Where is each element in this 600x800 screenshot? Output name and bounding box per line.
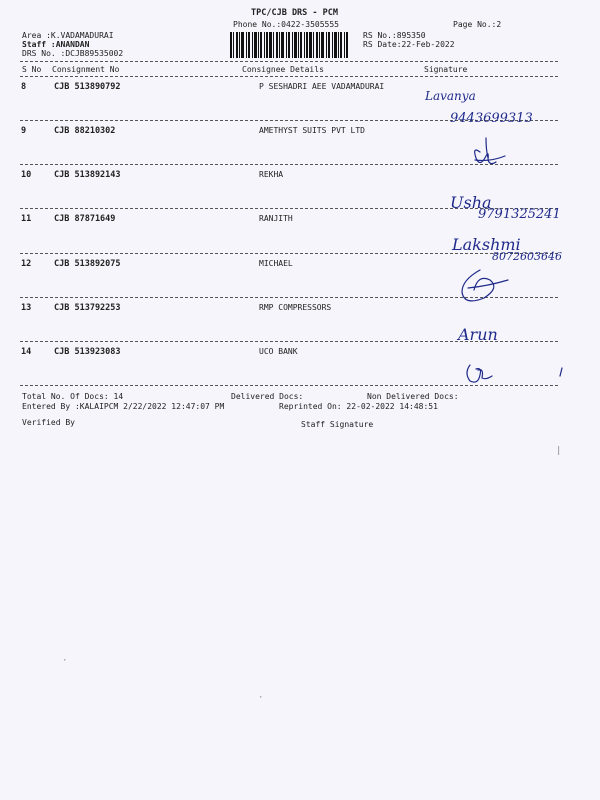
area-field: Area :K.VADAMADURAI xyxy=(22,31,114,40)
row-consignee: UCO BANK xyxy=(259,347,298,356)
rs-date: RS Date:22-Feb-2022 xyxy=(363,40,455,49)
delivered-docs: Delivered Docs: xyxy=(231,392,304,401)
row-sno: 13 xyxy=(21,303,32,313)
signature-text: 9443699313 xyxy=(450,111,533,126)
row-consignee: RMP COMPRESSORS xyxy=(259,303,332,312)
row-consignee: P SESHADRI AEE VADAMADURAI xyxy=(259,82,385,91)
row-consignee: REKHA xyxy=(259,170,284,179)
row-sno: 11 xyxy=(21,214,32,224)
signature-text: Usha xyxy=(450,193,492,212)
column-sno: S No xyxy=(22,65,42,74)
non-delivered-docs: Non Delivered Docs: xyxy=(367,392,459,401)
column-consignee: Consignee Details xyxy=(242,65,324,74)
drs-number: DRS No. :DCJB89535002 xyxy=(22,49,124,58)
row-consignment: CJB 513892143 xyxy=(54,170,121,180)
row-consignee: RANJITH xyxy=(259,214,293,223)
total-docs: Total No. Of Docs: 14 xyxy=(22,392,124,401)
rs-number: RS No.:895350 xyxy=(363,31,426,40)
row-consignment: CJB 513892075 xyxy=(54,259,121,269)
signature-text: Lavanya xyxy=(425,89,476,103)
phone-number: Phone No.:0422-3505555 xyxy=(233,20,339,29)
scan-mark: | xyxy=(556,446,562,456)
scan-mark: · xyxy=(258,693,264,703)
row-sno: 12 xyxy=(21,259,32,269)
verified-by: Verified By xyxy=(22,418,75,427)
row-sno: 10 xyxy=(21,170,32,180)
handwritten-signatures xyxy=(420,80,590,410)
row-consignment: CJB 87871649 xyxy=(54,214,116,224)
signature-text: 8072603646 xyxy=(492,250,562,263)
reprinted-on: Reprinted On: 22-02-2022 14:48:51 xyxy=(279,402,438,411)
staff-signature: Staff Signature xyxy=(301,420,374,429)
signature-text: Arun xyxy=(458,325,498,344)
row-consignment: CJB 513923083 xyxy=(54,347,121,357)
entered-by: Entered By :KALAIPCM 2/22/2022 12:47:07 PM xyxy=(22,402,225,411)
row-consignment: CJB 88210302 xyxy=(54,126,116,136)
barcode-icon xyxy=(230,32,348,58)
divider xyxy=(20,61,558,62)
signature-text: Lakshmi xyxy=(452,235,521,254)
column-consignment: Consignment No xyxy=(52,65,120,74)
row-sno: 8 xyxy=(21,82,27,92)
column-signature: Signature xyxy=(424,65,468,74)
row-consignment: CJB 513890792 xyxy=(54,82,121,92)
row-consignment: CJB 513792253 xyxy=(54,303,121,313)
row-sno: 14 xyxy=(21,347,32,357)
scan-mark: · xyxy=(62,656,68,666)
divider xyxy=(20,76,558,77)
row-consignee: AMETHYST SUITS PVT LTD xyxy=(259,126,365,135)
row-consignee: MICHAEL xyxy=(259,259,293,268)
signature-text: 9791325241 xyxy=(478,207,561,222)
staff-field: Staff :ANANDAN xyxy=(22,40,90,49)
document-title: TPC/CJB DRS - PCM xyxy=(251,8,338,18)
page-number: Page No.:2 xyxy=(453,20,502,29)
row-sno: 9 xyxy=(21,126,27,136)
